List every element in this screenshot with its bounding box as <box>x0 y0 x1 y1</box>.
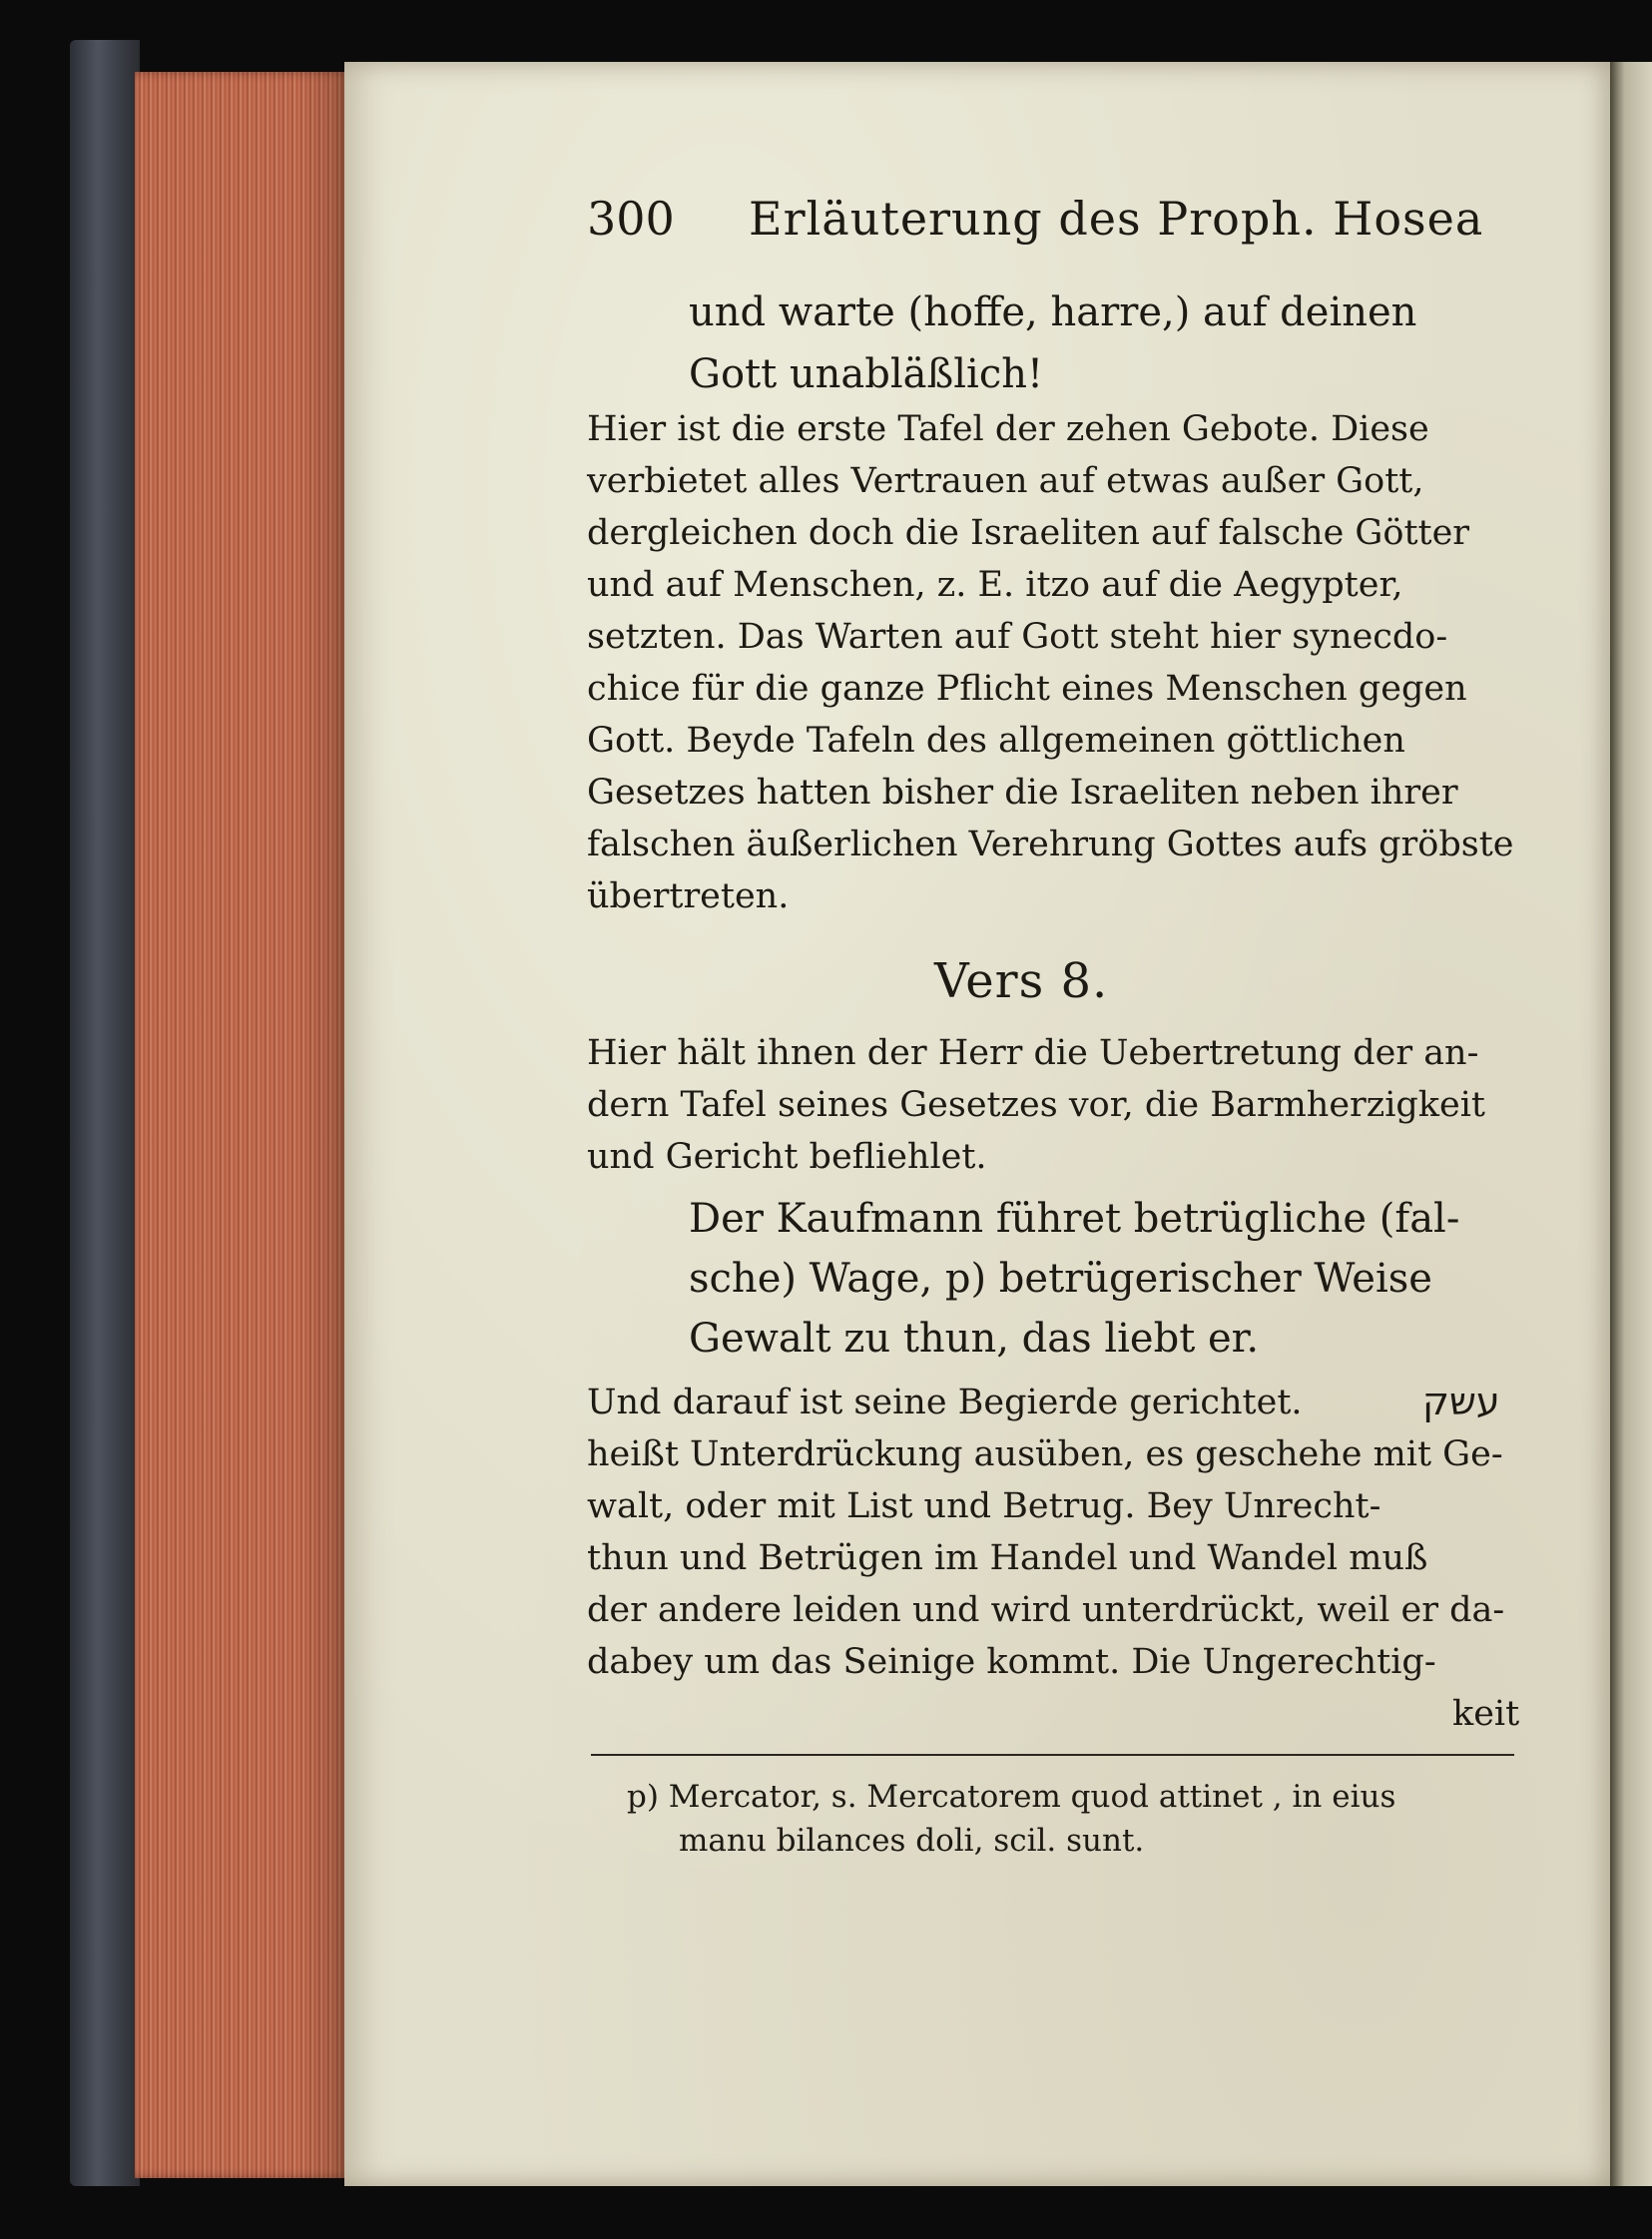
body-line: dabey um das Seinige kommt. Die Ungerechtig- <box>587 1642 1436 1682</box>
body-line: walt, oder mit List und Betrug. Bey Unrecht- <box>587 1486 1381 1526</box>
hebrew-word: עשק <box>1422 1380 1500 1423</box>
body-line: setzten. Das Warten auf Gott steht hier synecdo- <box>587 617 1448 657</box>
body-line: falschen äußerlichen Verehrung Gottes aufs gröbste <box>587 825 1514 864</box>
footnote-line: p) Mercator, s. Mercatorem quod attinet , in eius <box>627 1779 1396 1815</box>
body-line: übertreten. <box>587 876 790 916</box>
body-line: Gesetzes hatten bisher die Israeliten neben ihrer <box>587 773 1458 813</box>
book-spine <box>70 40 140 2186</box>
catchword: keit <box>1452 1694 1520 1734</box>
body-line: verbietet alles Vertrauen auf etwas außer Gott, <box>587 461 1424 501</box>
body-line: dern Tafel seines Gesetzes vor, die Barmherzigkeit <box>587 1085 1485 1125</box>
body-line: Gott. Beyde Tafeln des allgemeinen göttlichen <box>587 721 1405 761</box>
body-line: Und darauf ist seine Begierde gerichtet. <box>587 1383 1303 1422</box>
body-line: Hier ist die erste Tafel der zehen Gebote. Diese <box>587 409 1429 449</box>
body-line: und Gericht befliehlet. <box>587 1137 987 1177</box>
verse-text-line: Gott unabläßlich! <box>689 351 1044 397</box>
body-line: Hier hält ihnen der Herr die Uebertretung der an- <box>587 1033 1479 1073</box>
verse-text-line: sche) Wage, p) betrügerischer Weise <box>689 1256 1432 1302</box>
footnote-rule <box>591 1754 1514 1756</box>
footnote-line: manu bilances doli, scil. sunt. <box>679 1823 1145 1859</box>
body-line: der andere leiden und wird unterdrückt, weil er da- <box>587 1590 1505 1630</box>
verse-text-line: Gewalt zu thun, das liebt er. <box>689 1316 1260 1362</box>
verse-text-line: und warte (hoffe, harre,) auf deinen <box>689 289 1417 335</box>
page-number: 300 <box>587 192 675 246</box>
page-gutter <box>1610 62 1652 2186</box>
body-line: thun und Betrügen im Handel und Wandel muß <box>587 1538 1428 1578</box>
body-line: chice für die ganze Pflicht eines Menschen gegen <box>587 669 1467 709</box>
running-head: Erläuterung des Proph. Hosea <box>749 192 1484 246</box>
body-line: dergleichen doch die Israeliten auf falsche Götter <box>587 513 1470 553</box>
verse-heading: Vers 8. <box>934 953 1109 1009</box>
verse-text-line: Der Kaufmann führet betrügliche (fal- <box>689 1196 1460 1242</box>
edge-shadow <box>299 72 349 2178</box>
body-line: heißt Unterdrückung ausüben, es geschehe mit Ge- <box>587 1434 1503 1474</box>
body-line: und auf Menschen, z. E. itzo auf die Aegypter, <box>587 565 1403 605</box>
